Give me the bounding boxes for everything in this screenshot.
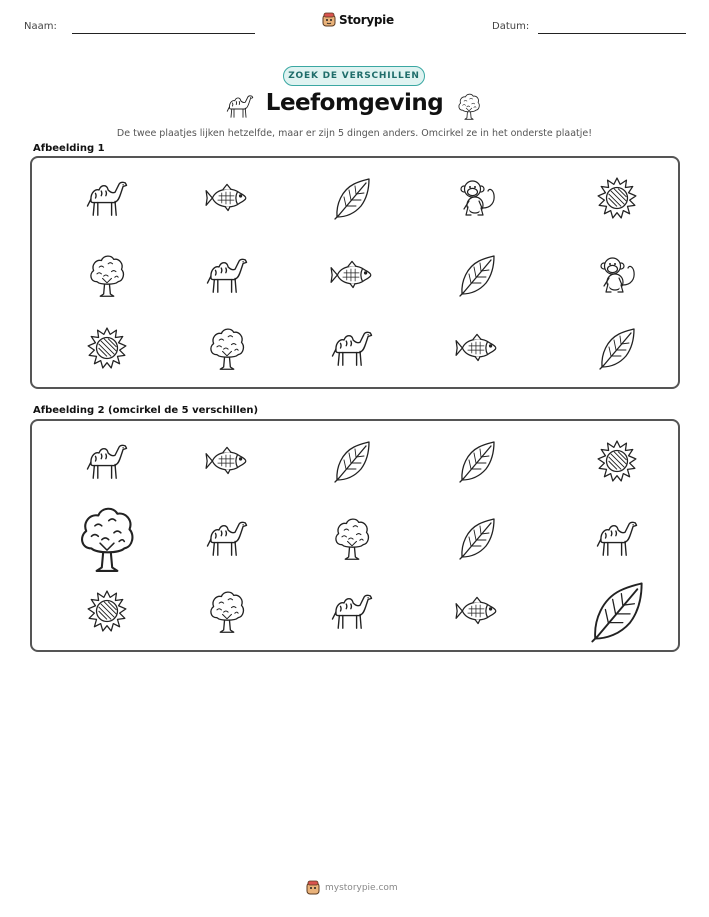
picture2-label: Afbeelding 2 (omcirkel de 5 verschillen) — [33, 405, 259, 416]
tree-icon[interactable] — [78, 503, 137, 572]
storypie-mascot-icon — [306, 880, 320, 896]
camel-icon[interactable] — [204, 518, 250, 557]
title-tree-icon — [457, 92, 481, 120]
brand-name: Storypie — [339, 13, 394, 27]
footer — [306, 880, 398, 896]
page-title: Leefomgeving — [265, 90, 444, 116]
sun-icon[interactable] — [86, 590, 128, 632]
tree-icon — [208, 326, 246, 371]
camel-icon[interactable] — [594, 518, 640, 557]
picture1-panel — [30, 156, 680, 389]
camel-icon[interactable] — [329, 591, 375, 630]
picture1-label: Afbeelding 1 — [33, 143, 105, 154]
name-field[interactable] — [72, 33, 255, 34]
fish-icon — [329, 260, 375, 289]
leaf-icon[interactable] — [457, 439, 497, 483]
date-label: Datum: — [492, 21, 530, 32]
monkey-icon — [457, 178, 497, 218]
storypie-mascot-icon — [322, 12, 336, 28]
leaf-icon[interactable] — [332, 439, 372, 483]
fish-icon[interactable] — [204, 446, 250, 475]
activity-badge: ZOEK DE VERSCHILLEN — [283, 66, 425, 86]
leaf-icon — [332, 176, 372, 220]
brand-logo — [322, 12, 394, 28]
leaf-icon[interactable] — [457, 516, 497, 560]
sun-icon — [596, 177, 638, 219]
camel-icon[interactable] — [84, 441, 130, 480]
fish-icon[interactable] — [454, 596, 500, 625]
tree-icon[interactable] — [333, 516, 371, 561]
camel-icon — [84, 178, 130, 217]
date-field[interactable] — [538, 33, 686, 34]
camel-icon — [204, 255, 250, 294]
instructions: De twee plaatjes lijken hetzelfde, maar er zijn 5 dingen anders. Omcirkel ze in het onderste plaatje! — [116, 128, 593, 139]
tree-icon[interactable] — [208, 589, 246, 634]
leaf-icon — [457, 253, 497, 297]
monkey-icon — [597, 255, 637, 295]
sun-icon — [86, 327, 128, 369]
picture2-panel[interactable] — [30, 419, 680, 652]
sun-icon[interactable] — [596, 440, 638, 482]
camel-icon — [329, 328, 375, 367]
leaf-icon — [597, 326, 637, 370]
footer-url[interactable]: mystorypie.com — [325, 883, 398, 893]
fish-icon — [454, 333, 500, 362]
name-label: Naam: — [24, 21, 57, 32]
tree-icon — [88, 253, 126, 298]
fish-icon — [204, 183, 250, 212]
leaf-icon[interactable] — [588, 579, 646, 643]
